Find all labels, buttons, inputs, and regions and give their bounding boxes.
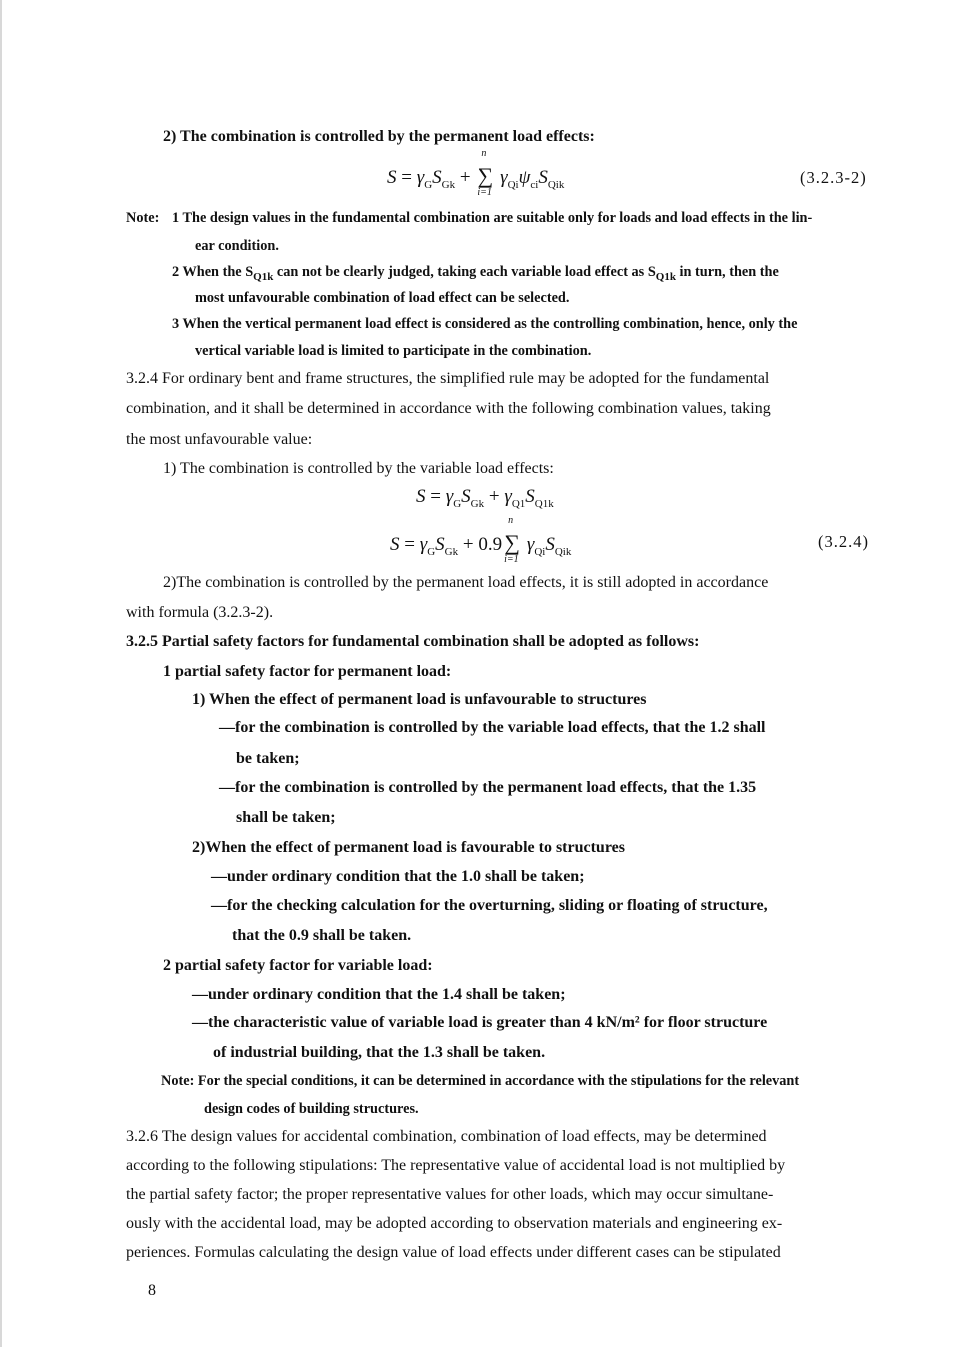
section-3-2-5-item-2b-cont: of industrial building, that the 1.3 shall be taken. (213, 1044, 546, 1061)
section-3-2-5-item-1-2: 2)When the effect of permanent load is favourable to structures (192, 839, 625, 856)
note-2-line-b: most unfavourable combination of load effect can be selected. (195, 290, 570, 306)
equation-3-2-4: $S = \gamma_GS_{Gk} + 0.9$ n ∑ i=1 $\gamma_{Qi}S_{Qik}$ (390, 515, 572, 565)
page-number: 8 (148, 1282, 156, 1299)
section-3-2-5-item-1-2b-cont: that the 0.9 shall be taken. (232, 927, 412, 944)
section-3-2-4-line-a: 3.2.4 For ordinary bent and frame structures, the simplified rule may be adopted for the fundamental (126, 370, 770, 387)
section-3-2-6-line-d: ously with the accidental load, may be adopted according to observation materials and engineering ex- (126, 1215, 783, 1232)
section-3-2-5-item-1-1b: —for the combination is controlled by the permanent load effects, that the 1.35 (219, 779, 757, 796)
item-2-text-a: 2)The combination is controlled by the permanent load effects, it is still adopted in accordance (163, 574, 769, 591)
section-3-2-4-line-b: combination, and it shall be determined in accordance with the following combination values, taking (126, 400, 771, 417)
item-2-text-b: with formula (3.2.3-2). (126, 604, 274, 621)
summation-symbol: n ∑ i=1 (477, 148, 494, 198)
item-2-heading: 2) The combination is controlled by the permanent load effects: (163, 128, 595, 145)
note-2-line-b: design codes of building structures. (204, 1101, 419, 1117)
section-3-2-5-item-1-2a: —under ordinary condition that the 1.0 shall be taken; (211, 868, 585, 885)
section-3-2-5-item-2: 2 partial safety factor for variable load: (163, 957, 433, 974)
section-3-2-5-heading: 3.2.5 Partial safety factors for fundamental combination shall be adopted as follows: (126, 633, 700, 650)
section-3-2-6-line-e: periences. Formulas calculating the design value of load effects under different cases can be stipulated (126, 1244, 781, 1261)
page-edge (0, 0, 2, 1347)
equation-3-2-3-2: $S = \gamma_GS_{Gk}$ + n ∑ i=1 $\gamma_{Qi}\psi_{ci}S_{Qik}$ (387, 148, 565, 198)
section-3-2-5-item-1-2b: —for the checking calculation for the overturning, sliding or floating of structure, (211, 897, 768, 914)
section-3-2-6-line-b: according to the following stipulations: The representative value of accidental load is not multiplied by (126, 1157, 786, 1174)
summation-symbol: n ∑ i=1 (504, 515, 520, 565)
note-2-line-a: 2 When the $S_{Q1k}$ can not be clearly judged, taking each variable load effect as $S_{Q1k}$ in turn, then the (172, 264, 779, 283)
note-label: Note: (126, 210, 160, 226)
section-3-2-6-line-c: the partial safety factor; the proper representative values for other loads, which may occur simultane- (126, 1186, 774, 1203)
section-3-2-5-item-2a: —under ordinary condition that the 1.4 shall be taken; (192, 986, 566, 1003)
note-1-line-b: ear condition. (195, 238, 279, 254)
equation-number: (3.2.3-2) (800, 168, 867, 187)
note-3-line-a: 3 When the vertical permanent load effect is considered as the controlling combination, hence, only the (172, 316, 798, 332)
note-3-line-b: vertical variable load is limited to participate in the combination. (195, 343, 592, 359)
equation-variable-controlled: $S = \gamma_GS_{Gk} + \gamma_{Q1}S_{Q1k}$ (416, 486, 554, 510)
note-2-line-a: Note: For the special conditions, it can be determined in accordance with the stipulations for the relevant (161, 1073, 800, 1089)
section-3-2-4-line-c: the most unfavourable value: (126, 431, 313, 448)
section-3-2-5-item-1-1a-cont: be taken; (236, 750, 300, 767)
section-3-2-5-item-1: 1 partial safety factor for permanent load: (163, 663, 452, 680)
item-1-text: 1) The combination is controlled by the variable load effects: (163, 460, 554, 477)
section-3-2-5-item-1-1a: —for the combination is controlled by the variable load effects, that the 1.2 shall (219, 719, 766, 736)
equation-number: (3.2.4) (818, 532, 869, 551)
section-3-2-5-item-2b: —the characteristic value of variable load is greater than 4 kN/m² for floor structure (192, 1014, 768, 1031)
section-3-2-5-item-1-1b-cont: shall be taken; (236, 809, 336, 826)
note-1-line-a: 1 The design values in the fundamental combination are suitable only for loads and load effects in the lin- (172, 210, 813, 226)
section-3-2-6-line-a: 3.2.6 The design values for accidental combination, combination of load effects, may be determined (126, 1128, 767, 1145)
section-3-2-5-item-1-1: 1) When the effect of permanent load is unfavourable to structures (192, 691, 647, 708)
